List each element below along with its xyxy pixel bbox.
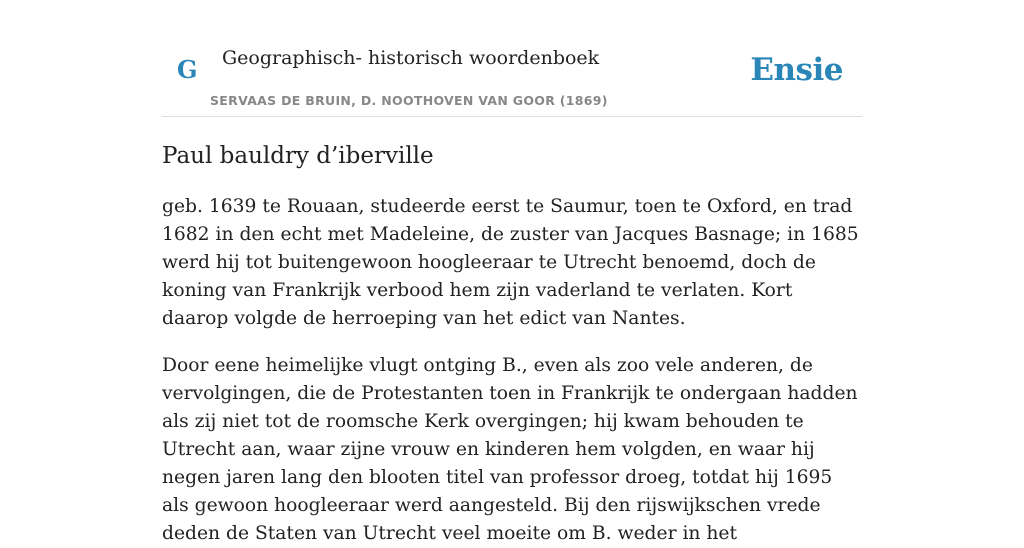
entry-content: [162, 142, 862, 548]
entry-title: Paul bauldry d’iberville: [162, 143, 434, 169]
book-title-link[interactable]: Geographisch- historisch woordenboek: [222, 47, 600, 69]
ensie-logo[interactable]: Ensie: [750, 52, 843, 88]
book-author: SERVAAS DE BRUIN, D. NOOTHOVEN VAN GOOR (1869): [210, 93, 608, 108]
entry-paragraph: geb. 1639 te Rouaan, studeerde eerst te Saumur, toen te Oxford, en trad 1682 in den echt met Madeleine, de zuster van Jacques Basnage; in 1685 werd hij tot buitengewoon hoogleeraar te Utrecht benoemd, doch de koning van Frankrijk verbood hem zijn vaderland te verlaten. Kort daarop volgde de herroeping van het edict van Nantes.: [162, 196, 859, 329]
page: [162, 0, 862, 548]
book-header: [162, 0, 862, 117]
book-initial-icon[interactable]: G: [177, 55, 198, 84]
entry-body: [162, 193, 862, 548]
entry-paragraph: Door eene heimelijke vlugt ontging B., even als zoo vele anderen, de vervolgingen, die de Protestanten toen in Frankrijk te ondergaan hadden als zij niet tot de roomsche Kerk overgingen; hij kwam behouden te Utrecht aan, waar zijne vrouw en kinderen hem volgden, en waar hij negen jaren lang den blooten titel van professor droeg, totdat hij 1695 als gewoon hoogleeraar werd aangesteld. Bij den rijswijkschen vrede deden de Staten van Utrecht veel moeite om B. weder in het: [162, 355, 858, 544]
